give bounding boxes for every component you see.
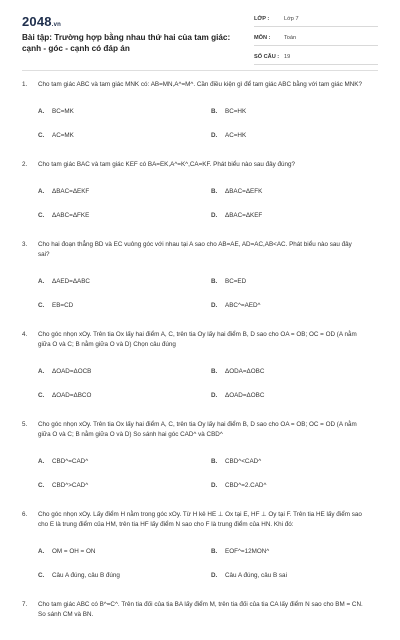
answer-option[interactable]	[211, 107, 384, 116]
option-letter: D.	[211, 392, 218, 399]
answer-option[interactable]	[38, 481, 211, 490]
question-number: 3.	[22, 241, 28, 248]
option-letter: C.	[38, 572, 45, 579]
option-letter: C.	[38, 482, 45, 489]
answer-options	[38, 187, 378, 220]
answer-option[interactable]	[211, 457, 384, 466]
question-number: 5.	[22, 421, 28, 428]
option-text: CBD^=CAD^	[52, 458, 89, 465]
option-letter: D.	[211, 132, 218, 139]
question-number: 2.	[22, 161, 28, 168]
option-text: CBD^<CAD^	[225, 458, 262, 465]
answer-options	[38, 457, 378, 490]
question-stem	[22, 330, 378, 350]
answer-option[interactable]	[211, 277, 384, 286]
option-letter: C.	[38, 302, 45, 309]
worksheet-title: Bài tập: Trường hợp bằng nhau thứ hai của tam giác: cạnh - góc - cạnh có đáp án	[22, 33, 231, 53]
question-stem	[22, 80, 378, 90]
answer-option[interactable]	[38, 211, 211, 220]
answer-option[interactable]	[211, 211, 384, 220]
question-stem	[22, 160, 378, 170]
question-item	[22, 240, 378, 310]
question-list	[22, 80, 378, 640]
answer-options	[38, 547, 378, 580]
option-text: EOF^=12MON^	[225, 548, 270, 555]
option-text: ΔBAC=ΔEFK	[225, 188, 263, 195]
option-letter: D.	[211, 482, 218, 489]
option-letter: A.	[38, 368, 45, 375]
option-text: ΔAED=ΔABC	[52, 278, 90, 285]
option-text: BC=MK	[52, 108, 74, 115]
option-letter: B.	[211, 108, 218, 115]
option-letter: B.	[211, 278, 218, 285]
option-letter: C.	[38, 212, 45, 219]
answer-options	[38, 367, 378, 400]
question-text: Cho góc nhọn xOy. Trên tia Ox lấy hai điểm A, C, trên tia Oy lấy hai điểm B, D sao cho OA = OB; OC = OD (A nằm giữa O và C; B nằm giữa O và D) So sánh hai góc CAD^ và CBD^	[38, 421, 357, 438]
worksheet-meta	[254, 14, 378, 71]
option-text: ABC^=AED^	[225, 302, 261, 309]
option-letter: B.	[211, 458, 218, 465]
option-letter: C.	[38, 132, 45, 139]
option-text: OM = OH = ON	[52, 548, 96, 555]
answer-option[interactable]	[38, 277, 211, 286]
question-text: Cho tam giác BAC và tam giác KEF có BA=EK,A^=K^,CA=KF. Phát biểu nào sau đây đúng?	[38, 161, 296, 168]
option-text: Câu A đúng, câu B đúng	[52, 572, 120, 579]
option-letter: B.	[211, 368, 218, 375]
option-letter: A.	[38, 548, 45, 555]
answer-option[interactable]	[38, 107, 211, 116]
meta-row-count	[254, 52, 378, 65]
answer-option[interactable]	[211, 131, 384, 140]
meta-value: Toán	[284, 35, 297, 41]
option-letter: B.	[211, 548, 218, 555]
question-text: Cho tam giác ABC có B^=C^. Trên tia đối của tia BA lấy điểm M, trên tia đối của tia CA lấy điểm N sao cho BM = CN. So sánh CM và BN.	[38, 601, 363, 618]
answer-option[interactable]	[38, 457, 211, 466]
option-letter: D.	[211, 212, 218, 219]
meta-value: 19	[284, 54, 291, 60]
option-letter: A.	[38, 188, 45, 195]
option-text: ΔOAD=ΔOBC	[225, 392, 265, 399]
answer-option[interactable]	[211, 301, 384, 310]
answer-option[interactable]	[211, 391, 384, 400]
option-text: ΔOAD=ΔOCB	[52, 368, 92, 375]
question-item	[22, 600, 378, 620]
question-item	[22, 330, 378, 400]
question-stem	[22, 600, 378, 620]
question-item	[22, 510, 378, 580]
question-text: Cho hai đoạn thẳng BD và EC vuông góc với nhau tại A sao cho AB=AE, AD=AC,AB<AC. Phát biểu nào sau đây sai?	[38, 241, 352, 258]
option-letter: A.	[38, 458, 45, 465]
question-stem	[22, 240, 378, 260]
option-text: AC=HK	[225, 132, 247, 139]
question-item	[22, 420, 378, 490]
option-text: ΔODA=ΔOBC	[225, 368, 265, 375]
answer-options	[38, 107, 378, 140]
question-number: 6.	[22, 511, 28, 518]
option-letter: D.	[211, 302, 218, 309]
answer-option[interactable]	[38, 391, 211, 400]
option-text: BC=HK	[225, 108, 247, 115]
answer-option[interactable]	[38, 367, 211, 376]
answer-option[interactable]	[38, 547, 211, 556]
option-text: EB=CD	[52, 302, 74, 309]
question-number: 7.	[22, 601, 28, 608]
answer-option[interactable]	[38, 301, 211, 310]
option-text: ΔBAC=ΔEKF	[52, 188, 90, 195]
site-logo[interactable]	[22, 14, 61, 29]
answer-option[interactable]	[38, 187, 211, 196]
option-text: ΔBAC=ΔKEF	[225, 212, 263, 219]
option-text: Câu A đúng, câu B sai	[225, 572, 287, 579]
option-text: CBD^>CAD^	[52, 482, 89, 489]
option-text: BC=ED	[225, 278, 247, 285]
question-number: 1.	[22, 81, 28, 88]
meta-label: LỚP :	[254, 16, 270, 22]
question-stem	[22, 420, 378, 440]
option-letter: D.	[211, 572, 218, 579]
question-item	[22, 80, 378, 140]
question-text: Cho góc nhọn xOy. Lấy điểm H nằm trong góc xOy. Từ H kẻ HE ⊥ Ox tại E, HF ⊥ Oy tại F. Trên tia HE lấy điểm sao cho E là trung điểm của HM, trên tia HF lấy điểm N sao cho F là trung điểm của HN. Khi đó:	[38, 511, 362, 528]
option-letter: C.	[38, 392, 45, 399]
answer-options	[38, 277, 378, 310]
question-stem	[22, 510, 378, 530]
answer-option[interactable]	[211, 187, 384, 196]
answer-option[interactable]	[38, 131, 211, 140]
option-text: ΔOAD=ΔBCO	[52, 392, 92, 399]
option-letter: A.	[38, 278, 45, 285]
option-text: ΔABC=ΔFKE	[52, 212, 90, 219]
logo-domain: .vn	[51, 22, 62, 28]
answer-option[interactable]	[38, 571, 211, 580]
answer-option[interactable]	[211, 481, 384, 490]
option-letter: B.	[211, 188, 218, 195]
option-letter: A.	[38, 108, 45, 115]
meta-value: Lớp 7	[284, 16, 299, 22]
answer-option[interactable]	[211, 547, 384, 556]
question-text: Cho góc nhọn xOy. Trên tia Ox lấy hai điểm A, C, trên tia Oy lấy hai điểm B, D sao cho OA = OB; OC = OD (A nằm giữa O và C; B nằm giữa O và D) Chọn câu đúng	[38, 331, 357, 348]
option-text: AC=MK	[52, 132, 74, 139]
question-text: Cho tam giác ABC và tam giác MNK có: AB=MN,A^=M^. Cần điều kiện gì để tam giác ABC bằng với tam giác MNK?	[38, 81, 362, 88]
meta-row-class	[254, 14, 378, 27]
logo-number: 2048	[22, 14, 52, 29]
question-number: 4.	[22, 331, 28, 338]
question-item	[22, 160, 378, 220]
meta-label: MÔN :	[254, 35, 271, 41]
meta-row-subject	[254, 33, 378, 46]
answer-option[interactable]	[211, 367, 384, 376]
meta-label: SỐ CÂU :	[254, 54, 280, 60]
option-text: CBD^=2.CAD^	[225, 482, 267, 489]
answer-option[interactable]	[211, 571, 384, 580]
header-divider	[22, 70, 378, 71]
